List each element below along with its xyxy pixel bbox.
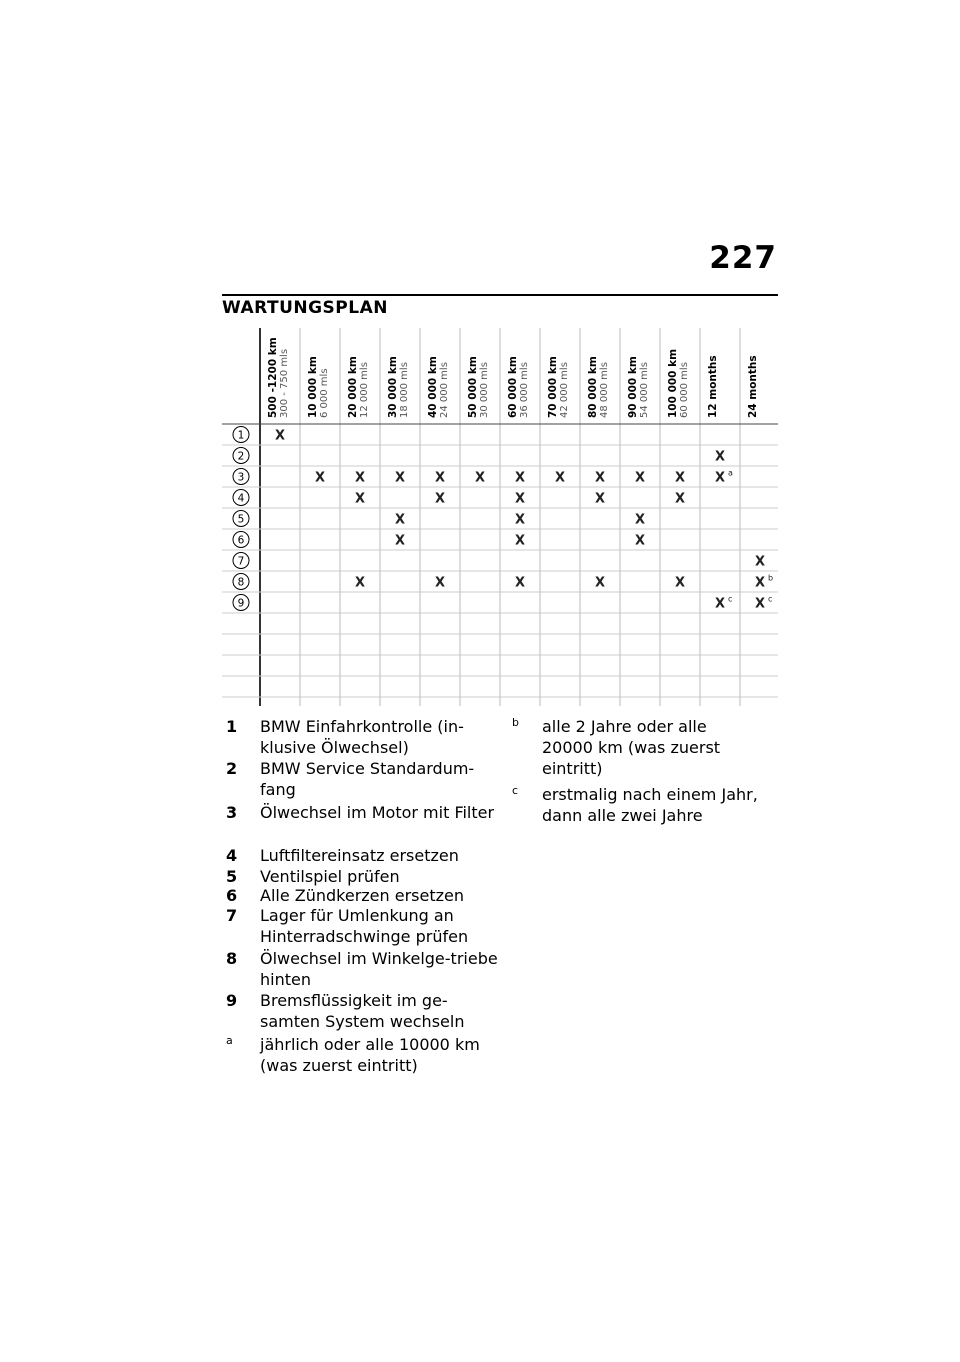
column-header (347, 356, 370, 418)
schedule-mark: X (634, 512, 646, 528)
legend-text: Ölwechsel im Winkelge-triebe hinten (260, 949, 498, 989)
column-header (707, 355, 719, 418)
column-km-label: 20 000 km (347, 356, 359, 418)
column-header (427, 356, 450, 418)
row-number: 9 (237, 597, 245, 610)
schedule-mark: X (714, 449, 726, 465)
legend-text: Bremsflüssigkeit im ge-samten System wechseln (260, 991, 465, 1031)
column-km-label: 90 000 km (627, 356, 639, 418)
schedule-mark: X (434, 491, 446, 507)
column-km-label: 80 000 km (587, 356, 599, 418)
legend-key: 2 (226, 759, 238, 778)
column-mls-label: 6 000 mls (319, 368, 330, 418)
row-number: 1 (237, 429, 245, 442)
maintenance-schedule-table (222, 328, 778, 708)
row-number: 7 (237, 555, 245, 568)
schedule-mark-footnote: a (728, 468, 733, 478)
footnote-marker: b (512, 716, 519, 729)
schedule-mark: X (274, 428, 286, 444)
legend-key: 1 (226, 717, 238, 736)
column-km-label: 100 000 km (667, 348, 679, 418)
footnote-marker: c (512, 784, 519, 797)
legend-key: 9 (226, 991, 238, 1010)
schedule-mark: X (674, 575, 686, 591)
column-header (267, 337, 290, 418)
schedule-mark: X (314, 470, 326, 486)
column-km-label: 500 -1200 km (267, 337, 279, 418)
schedule-mark: X (554, 470, 566, 486)
column-header (747, 355, 759, 418)
schedule-mark: X (714, 596, 726, 612)
row-number: 4 (237, 492, 245, 505)
column-km-label: 70 000 km (547, 356, 559, 418)
section-title: WARTUNGSPLAN (222, 298, 388, 318)
column-km-label: 30 000 km (387, 356, 399, 418)
column-km-label: 12 months (707, 355, 719, 418)
column-mls-label: 60 000 mls (679, 362, 690, 418)
schedule-mark: X (394, 533, 406, 549)
footnote-text: jährlich oder alle 10000 km (was zuerst eintritt) (260, 1035, 480, 1075)
footnote-text: erstmalig nach einem Jahr, dann alle zwei Jahre (542, 785, 758, 825)
column-km-label: 24 months (747, 355, 759, 418)
column-km-label: 60 000 km (507, 356, 519, 418)
footnote-marker: a (226, 1034, 233, 1047)
column-mls-label: 12 000 mls (359, 362, 370, 418)
legend-text: BMW Service Standardum-fang (260, 759, 475, 799)
schedule-mark: X (594, 575, 606, 591)
schedule-mark: X (354, 470, 366, 486)
legend-key: 8 (226, 949, 238, 968)
row-number: 3 (237, 471, 245, 484)
legend-key: 6 (226, 886, 238, 905)
legend-text: Ventilspiel prüfen (260, 867, 400, 886)
schedule-mark: X (594, 470, 606, 486)
schedule-mark: X (354, 491, 366, 507)
column-mls-label: 42 000 mls (559, 362, 570, 418)
schedule-mark: X (594, 491, 606, 507)
footnote-text: alle 2 Jahre oder alle 20000 km (was zuerst eintritt) (542, 717, 721, 778)
schedule-mark: X (674, 491, 686, 507)
schedule-mark: X (474, 470, 486, 486)
legend-key: 4 (226, 846, 238, 865)
column-header (627, 356, 650, 418)
schedule-mark: X (514, 512, 526, 528)
schedule-mark: X (514, 470, 526, 486)
column-header (507, 356, 530, 418)
column-mls-label: 24 000 mls (439, 362, 450, 418)
row-number: 5 (237, 513, 245, 526)
schedule-mark-footnote: c (728, 594, 733, 604)
schedule-mark: X (754, 554, 766, 570)
schedule-mark: X (514, 575, 526, 591)
column-km-label: 40 000 km (427, 356, 439, 418)
schedule-mark-footnote: b (768, 573, 774, 583)
schedule-mark: X (394, 512, 406, 528)
column-header (387, 356, 410, 418)
legend-key: 7 (226, 906, 238, 925)
legend-text: Alle Zündkerzen ersetzen (260, 886, 465, 905)
schedule-mark: X (514, 533, 526, 549)
row-number: 6 (237, 534, 245, 547)
column-header (547, 356, 570, 418)
column-header (587, 356, 610, 418)
schedule-mark-footnote: c (768, 594, 773, 604)
schedule-mark: X (754, 575, 766, 591)
page-number: 227 (709, 240, 777, 276)
column-mls-label: 48 000 mls (599, 362, 610, 418)
schedule-mark: X (514, 491, 526, 507)
schedule-mark: X (674, 470, 686, 486)
schedule-mark: X (634, 533, 646, 549)
column-mls-label: 300 - 750 mls (279, 348, 290, 418)
header-rule (222, 294, 778, 296)
legend-key: 3 (226, 803, 238, 822)
schedule-mark: X (634, 470, 646, 486)
row-number: 2 (237, 450, 245, 463)
schedule-mark: X (394, 470, 406, 486)
schedule-mark: X (754, 596, 766, 612)
column-km-label: 10 000 km (307, 356, 319, 418)
schedule-mark: X (434, 575, 446, 591)
legend-text: Lager für Umlenkung an Hinterradschwinge prüfen (260, 906, 469, 946)
legend-text: Ölwechsel im Motor mit Filter (260, 803, 495, 822)
column-mls-label: 18 000 mls (399, 362, 410, 418)
schedule-grid (222, 328, 778, 708)
legend-text: Luftfiltereinsatz ersetzen (260, 846, 459, 865)
schedule-mark: X (434, 470, 446, 486)
column-header (467, 356, 490, 418)
schedule-mark: X (714, 470, 726, 486)
column-km-label: 50 000 km (467, 356, 479, 418)
row-number: 8 (237, 576, 245, 589)
column-mls-label: 30 000 mls (479, 362, 490, 418)
column-mls-label: 54 000 mls (639, 362, 650, 418)
legend-key: 5 (226, 867, 238, 886)
schedule-mark: X (354, 575, 366, 591)
legend-text: BMW Einfahrkontrolle (in-klusive Ölwechsel) (260, 717, 464, 757)
column-header (667, 349, 690, 418)
column-header (307, 356, 330, 418)
column-mls-label: 36 000 mls (519, 362, 530, 418)
